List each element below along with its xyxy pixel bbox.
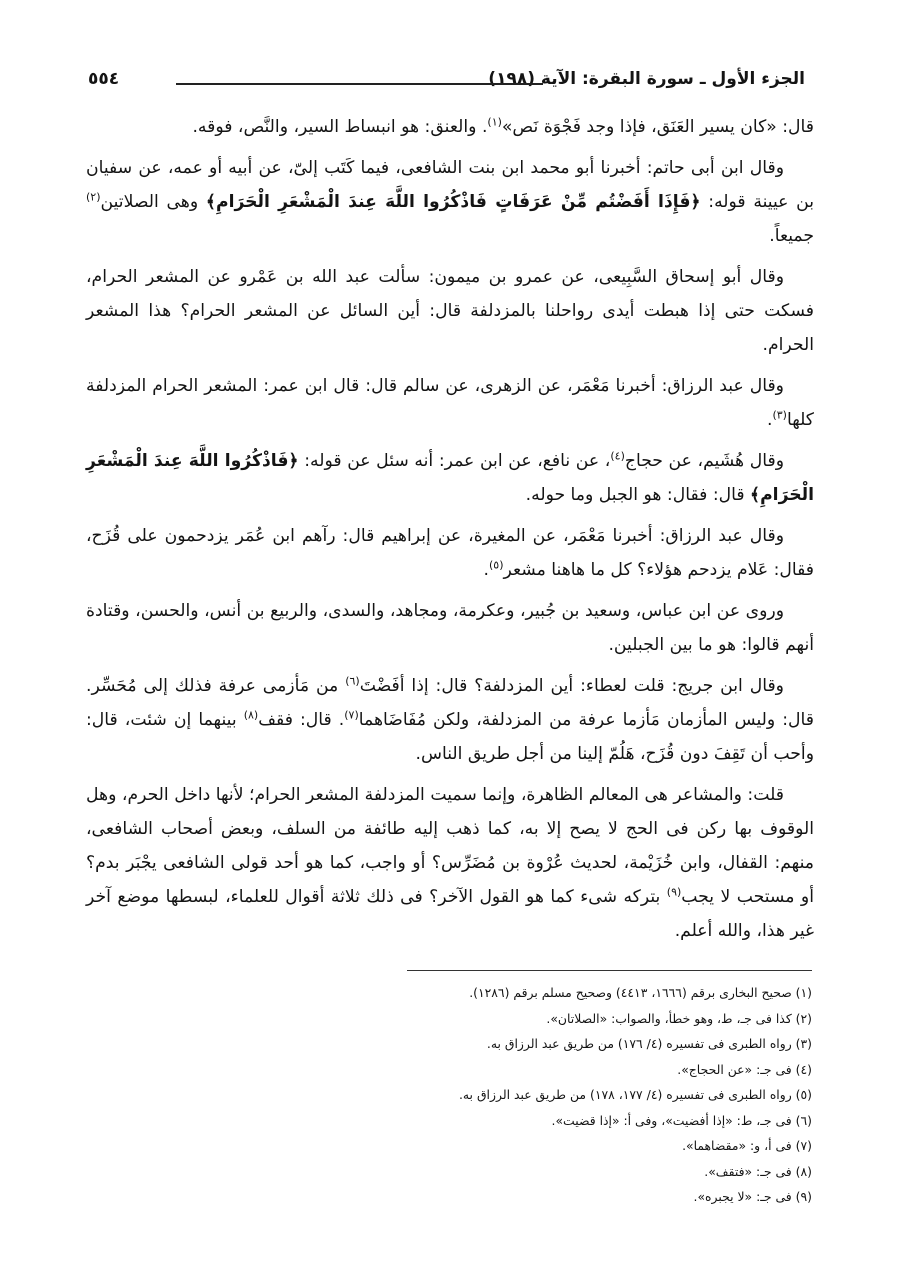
paragraph-text: وروى عن ابن عباس، وسعيد بن جُبير، وعكرمة، ومجاهد، والسدى، والربيع بن أنس، والحسن، وقتادة أنهم قالوا: هو ما بين الجبلين. <box>86 601 814 655</box>
footnote-marker: (٤) <box>610 449 625 463</box>
paragraph-text: . قال: فقف <box>258 710 345 730</box>
footnote-marker: (٢) <box>86 190 101 204</box>
paragraph-text: وقال عبد الرزاق: أخبرنا مَعْمَر، عن المغيرة، عن إبراهيم قال: رآهم ابن عُمَر يزدحمون على قُزَح، فقال: عَلام يزدحم هؤلاء؟ كل ما هاهنا مشعر <box>86 526 814 580</box>
paragraph-text: بينهما إن شئت، قال: وأحب أن تَقِفَ دون قُزَح، هَلُمّ إلينا من أجل طريق الناس. <box>86 710 814 764</box>
footnote-9: (٩) فى جـ: «لا يجبره». <box>693 1189 812 1204</box>
footnote-5: (٥) رواه الطبرى فى تفسيره (٤/ ١٧٧، ١٧٨) من طريق عبد الرزاق به. <box>458 1087 812 1102</box>
paragraph-text: وقال عبد الرزاق: أخبرنا مَعْمَر، عن الزهرى، عن سالم قال: قال ابن عمر: المشعر الحرام المزدلفة كلها <box>86 376 814 430</box>
paragraph <box>86 369 814 437</box>
paragraph-text: . والعنق: هو انبساط السير، والنَّص، فوقه. <box>192 117 488 137</box>
footnote-marker: (٧) <box>344 708 359 722</box>
footnote-8: (٨) فى جـ: «فتقف». <box>704 1163 812 1179</box>
paragraph-text: . <box>483 560 489 580</box>
header-rule <box>176 83 543 85</box>
running-header <box>88 62 805 96</box>
footnote-7: (٧) فى أ، و: «مقضاهما». <box>682 1138 812 1153</box>
footnote-marker: (٥) <box>488 558 504 572</box>
paragraph <box>86 260 814 362</box>
quran-verse: ﴿فَإِذَا أَفَضْتُم مِّنْ عَرَفَاتٍ فَاذْكُرُوا اللَّهَ عِندَ الْمَشْعَرِ الْحَرَامِ﴾ <box>205 192 701 212</box>
paragraph-text: ، عن نافع، عن ابن عمر: أنه سئل عن قوله: <box>298 451 611 471</box>
page-number: ٥٥٤ <box>88 69 120 89</box>
footnote-4: (٤) فى جـ: «عن الحجاج». <box>677 1061 812 1077</box>
footnote-2: (٢) كذا فى جـ، ط، وهو خطأ، والصواب: «الصلاتان». <box>546 1010 812 1026</box>
paragraph <box>86 594 814 662</box>
paragraph <box>86 444 814 512</box>
paragraph-text: قلت: والمشاعر هى المعالم الظاهرة، وإنما سميت المزدلفة المشعر الحرام؛ لأنها داخل الحرم، وهل الوقوف بها ركن فى الحج لا يصح إلا به، كما ذهب إليه طائفة من السلف، وبعض أصحاب الشافعى، منهم: القفال، وابن خُزَيْمة، لحديث عُرْوة بن مُضَرِّس؟ أو واجب، كما هو أحد قولى الشافعى يجْبَر بدم؟ أو مستحب لا يجب <box>86 785 814 907</box>
footnote-6: (٦) فى جـ، ط: «إذا أفضيت»، وفى أ: «إذا قضيت». <box>551 1112 812 1128</box>
paragraph-text: قال: فقال: هو الجبل وما حوله. <box>525 485 751 505</box>
paragraph-text: جميعاً. <box>769 226 814 246</box>
main-text <box>86 110 814 955</box>
paragraph-text: . <box>766 410 773 430</box>
paragraph-text: وهى الصلاتين <box>100 192 206 212</box>
footnotes <box>86 980 812 1210</box>
footnote-separator <box>407 970 812 971</box>
footnote-1: (١) صحيح البخارى برقم (١٦٦٦، ٤٤١٣) وصحيح مسلم برقم (١٢٨٦). <box>469 985 812 1000</box>
footnote-marker: (٣) <box>772 408 787 422</box>
paragraph-text: وقال ابن أبى حاتم: أخبرنا أبو محمد ابن بنت الشافعى، فيما كَتَب إلىّ، عن أبيه أو عمه، عن سفيان بن عيينة قوله: <box>86 158 815 212</box>
footnote-3: (٣) رواه الطبرى فى تفسيره (٤/ ١٧٦) من طريق عبد الرزاق به. <box>486 1036 812 1051</box>
paragraph-text: قال: «كان يسير العَنَق، فإذا وجد فَجْوَة نَص» <box>501 117 814 137</box>
footnote-marker: (١) <box>487 115 502 129</box>
paragraph-text: وقال هُشَيم، عن حجاج <box>624 451 784 471</box>
paragraph-text: بتركه شىء كما هو القول الآخر؟ فى ذلك ثلاثة أقوال للعلماء، لبسطها موضع آخر غير هذا، والله أعلم. <box>86 887 814 941</box>
paragraph <box>86 151 814 253</box>
quran-verse: ﴿فَاذْكُرُوا اللَّهَ عِندَ الْمَشْعَرِ الْحَرَامِ﴾ <box>86 451 814 505</box>
paragraph <box>86 778 814 948</box>
paragraph <box>86 110 814 144</box>
paragraph-text: وقال أبو إسحاق السَّبِيعى، عن عمرو بن ميمون: سألت عبد الله بن عَمْرو عن المشعر الحرام، فسكت حتى إذا هبطت أيدى رواحلنا بالمزدلفة قال: أين السائل عن المشعر الحرام؟ هذا المشعر الحرام. <box>86 267 814 355</box>
footnote-marker: (٩) <box>666 885 682 899</box>
paragraph <box>86 519 814 587</box>
footnote-marker: (٦) <box>345 674 360 688</box>
paragraph-text: وقال ابن جريج: قلت لعطاء: أين المزدلفة؟ قال: إذا أفَضْتَ <box>359 676 784 696</box>
header-title: الجزء الأول ـ سورة البقرة: الآية (١٩٨) <box>488 69 805 89</box>
paragraph <box>86 669 814 771</box>
paragraph-text: من مَأزمى عرفة فذلك إلى مُحَسِّر. قال: وليس المأزمان مَأزما عرفة من المزدلفة، ولكن مُفَاضَاهما <box>86 676 814 730</box>
footnote-marker: (٨) <box>243 708 259 722</box>
